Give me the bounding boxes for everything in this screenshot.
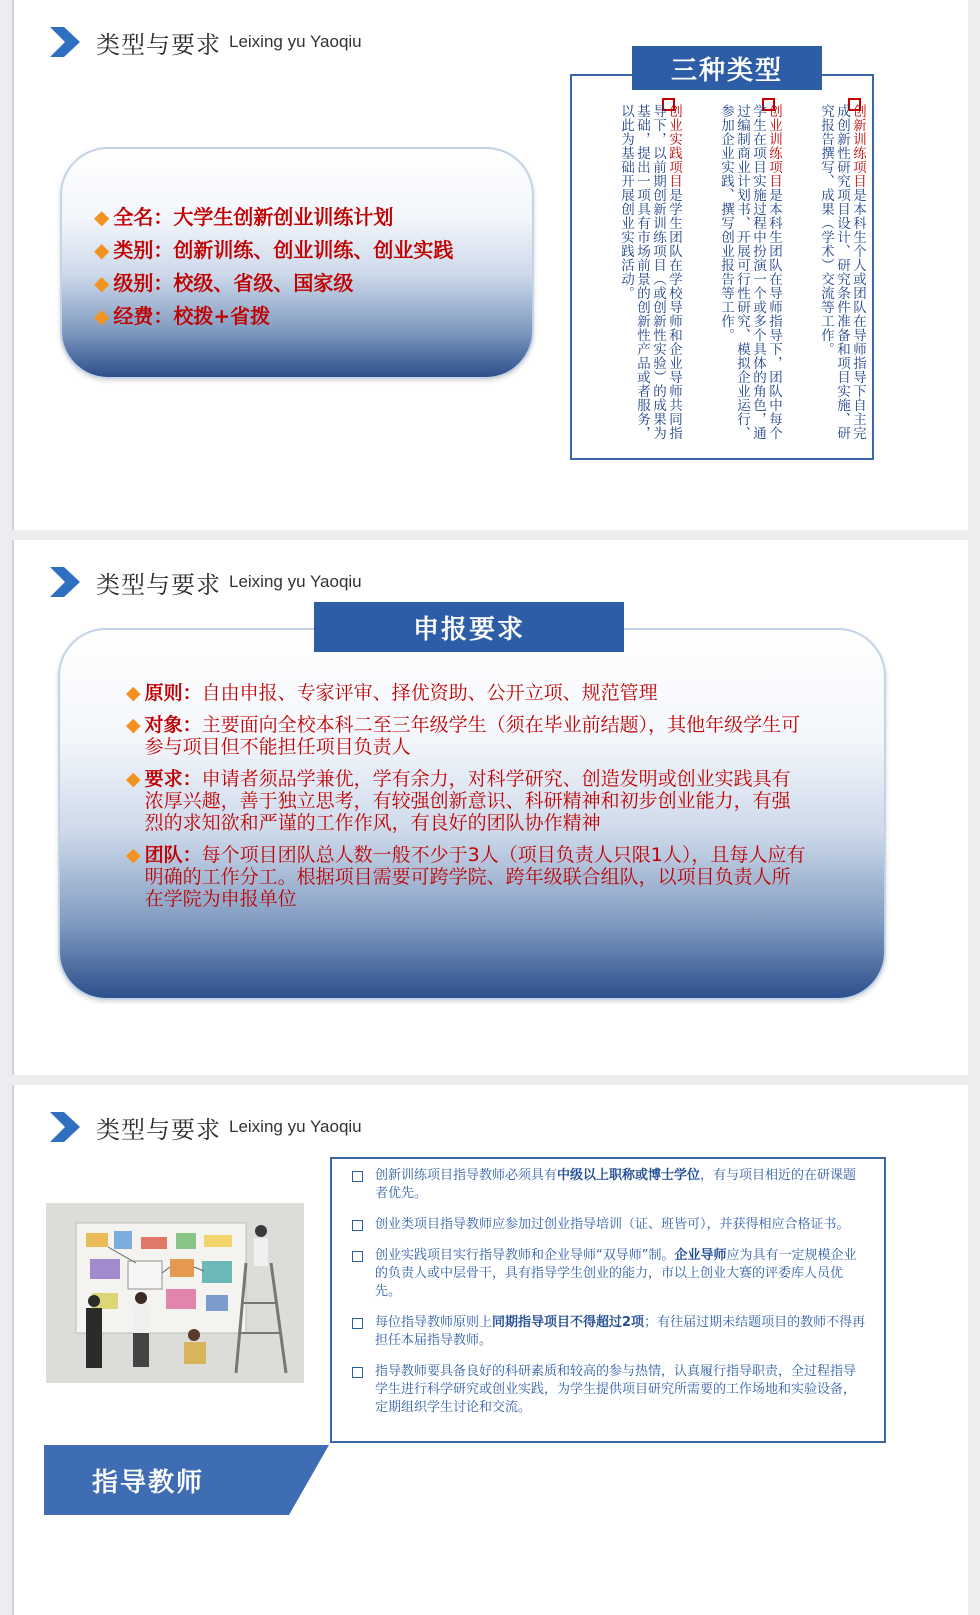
item-text: 指导教师要具备良好的科研素质和较高的参与热情，认真履行指导职责，全过程指导学生进行科学研究或创业实践，为学生提供项目研究所需要的工作场地和实验设备，定期组织学生讨论和交流。 (375, 1364, 857, 1415)
advisor-banner-title: 指导教师 (92, 1467, 205, 1498)
type-body: 是本科生个人或团队在导师指导下自主完成创新性研究项目设计、研究条件准备和项目实施、研究报告撰写、成果（学术）交流等工作。 (818, 104, 866, 440)
item-label: 类别： (113, 238, 174, 262)
list-item (94, 201, 453, 234)
type-head: 创业实践项目 (666, 104, 682, 188)
header-subtitle: Leixing yu Yaoqiu (229, 32, 362, 51)
item-text: 创业实践项目实行指导教师和企业导师“双导师”制。企业导师应为具有一定规模企业的负责人或中层骨干，具有指导学生创业的能力，市以上创业大赛的评委库人员优先。 (375, 1248, 857, 1299)
square-bullet-icon (352, 1220, 363, 1231)
chevron-right-icon (48, 565, 82, 599)
slide-edge (12, 540, 14, 1075)
item-label: 要求： (144, 768, 202, 790)
diamond-bullet-icon: ◆ (126, 844, 141, 866)
list-item (94, 234, 453, 267)
header-subtitle: Leixing yu Yaoqiu (229, 572, 362, 591)
slide-header (48, 22, 362, 62)
slide-requirements (12, 540, 968, 1075)
type-body: 是本科生团队在导师指导下，团队中每个学生在项目实施过程中扮演一个或多个具体的角色，通过编制商业计划书、开展可行性研究、模拟企业运行、参加企业实践、撰写创业报告等工作。 (718, 104, 782, 440)
list-item (352, 1363, 867, 1417)
summary-panel (60, 147, 534, 379)
chevron-right-icon (48, 25, 82, 59)
list-item (94, 300, 453, 333)
diamond-bullet-icon: ◆ (94, 304, 110, 328)
header-subtitle: Leixing yu Yaoqiu (229, 1117, 362, 1136)
square-bullet-icon (352, 1318, 363, 1329)
types-title: 三种类型 (632, 46, 822, 90)
summary-list (94, 201, 453, 333)
item-label: 全名： (113, 205, 174, 229)
type-column-innovation (788, 104, 866, 444)
slide-header (48, 1107, 362, 1147)
list-item (352, 1247, 867, 1301)
item-value: 自由申报、专家评审、择优资助、公开立项、规范管理 (201, 682, 658, 704)
chevron-right-icon (48, 1110, 82, 1144)
item-text: 创新训练项目指导教师必须具有中级以上职称或博士学位，有与项目相近的在研课题者优先。 (375, 1168, 857, 1201)
diamond-bullet-icon: ◆ (94, 238, 110, 262)
list-item (126, 682, 806, 704)
item-value: 创新训练、创业训练、创业实践 (173, 238, 454, 262)
type-head: 创业训练项目 (766, 104, 782, 188)
type-column-startup-training (686, 104, 782, 444)
list-item (126, 768, 806, 834)
diamond-bullet-icon: ◆ (94, 205, 110, 229)
item-value: 校拨+省拨 (173, 304, 271, 328)
list-item (94, 267, 453, 300)
header-title: 类型与要求 (96, 30, 221, 59)
advisor-requirements-box (330, 1157, 886, 1443)
item-value: 校级、省级、国家级 (173, 271, 354, 295)
list-item (126, 714, 806, 758)
square-bullet-icon (352, 1367, 363, 1378)
requirements-title: 申报要求 (314, 602, 624, 652)
item-value: 大学生创新创业训练计划 (173, 205, 394, 229)
header-title: 类型与要求 (96, 570, 221, 599)
list-item (352, 1167, 867, 1203)
item-value: 每个项目团队总人数一般不少于3人（项目负责人只限1人），且每人应有明确的工作分工。根据项目需要可跨学院、跨年级联合组队，以项目负责人所在学院为申报单位 (144, 844, 806, 910)
square-bullet-icon (352, 1171, 363, 1182)
item-value: 主要面向全校本科二至三年级学生（须在毕业前结题），其他年级学生可参与项目但不能担任项目负责人 (144, 714, 801, 758)
type-body: 是学生团队在学校导师和企业导师共同指导下，以前期创新训练项目（或创新性实验）的成果为基础，提出一项具有市场前景的创新性产品或者服务，以此为基础开展创业实践活动。 (618, 104, 682, 440)
item-label: 级别： (113, 271, 174, 295)
list-item (352, 1216, 867, 1234)
diamond-bullet-icon: ◆ (94, 271, 110, 295)
diamond-bullet-icon: ◆ (126, 714, 141, 736)
item-label: 对象： (144, 714, 202, 736)
people-at-whiteboard-illustration (46, 1203, 304, 1383)
item-label: 团队： (144, 844, 202, 866)
advisor-requirements-list (352, 1167, 867, 1430)
slide-edge (12, 0, 14, 530)
header-title: 类型与要求 (96, 1115, 221, 1144)
slide-types (12, 0, 968, 530)
diamond-bullet-icon: ◆ (126, 682, 141, 704)
list-item (126, 844, 806, 910)
diamond-bullet-icon: ◆ (126, 768, 141, 790)
type-column-startup-practice (586, 104, 682, 444)
slide-edge (12, 1085, 14, 1615)
list-item (352, 1314, 867, 1350)
slide-header (48, 562, 362, 602)
type-head: 创新训练项目 (850, 104, 866, 188)
requirements-list (126, 682, 806, 920)
item-text: 创业类项目指导教师应参加过创业指导培训（证、班皆可），并获得相应合格证书。 (375, 1217, 850, 1232)
types-box (570, 74, 874, 460)
item-label: 经费： (113, 304, 174, 328)
square-bullet-icon (352, 1251, 363, 1262)
item-value: 申请者须品学兼优，学有余力，对科学研究、创造发明或创业实践具有浓厚兴趣，善于独立思考，有较强创新意识、科研精神和初步创业能力，有强烈的求知欲和严谨的工作作风，有良好的团队协作精神 (144, 768, 791, 834)
slide-advisors (12, 1085, 968, 1615)
brainstorm-photo (46, 1203, 304, 1383)
item-text: 每位指导教师原则上同期指导项目不得超过2项；有往届过期未结题项目的教师不得再担任本届指导教师。 (375, 1315, 866, 1348)
item-label: 原则： (144, 682, 202, 704)
